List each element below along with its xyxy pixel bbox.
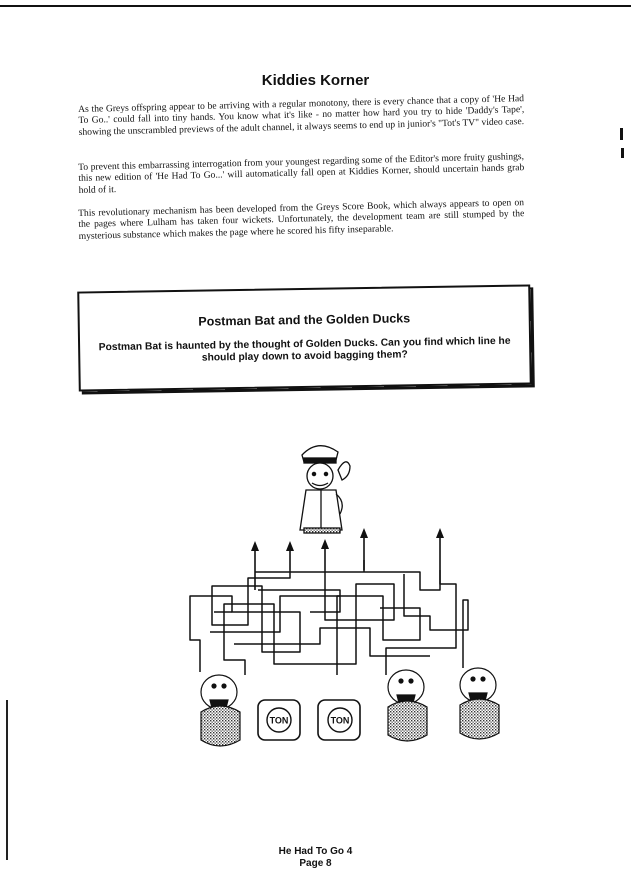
maze-arrows: [255, 535, 440, 590]
ton-badge-2: [318, 700, 360, 740]
footer-page-number: Page 8: [299, 858, 332, 869]
ton-label: TON: [269, 715, 289, 726]
postman-bat-figure: [300, 446, 350, 533]
puzzle-question: Postman Bat is haunted by the thought of Golden Ducks. Can you find which line he should play down to avoid bagging them?: [98, 335, 511, 364]
page-heading: Kiddies Korner: [261, 72, 370, 89]
intro-paragraph: As the Greys offspring appear to be arriving with a regular monotony, there is every chance that a copy of 'He Had To Go..' could fall into tiny hands. You know what it's like - no matter how hard you try to hide 'Daddy's Tape', showing the unscrambled previews of the adult channel, it always seems to end up in junior's "Tot's TV" video case.: [78, 93, 525, 138]
body-paragraph: This revolutionary mechanism has been developed from the Greys Score Book, which always appears to open on the pages where Lulham has taken four wickets. Unfortunately, the development team are still stumped by the mysterious substance which makes the page where he scored his fifty inseparable.: [78, 197, 525, 242]
golden-duck-2: [388, 670, 427, 741]
puzzle-title: Postman Bat and the Golden Ducks: [198, 311, 411, 329]
golden-duck-3: [460, 668, 499, 739]
footer-publication: He Had To Go 4: [278, 846, 353, 857]
golden-duck-1: [201, 675, 240, 746]
ton-label: TON: [330, 715, 350, 726]
ton-badge-1: [258, 700, 300, 740]
maze-tangle: [190, 560, 468, 675]
body-paragraph: To prevent this embarrassing interrogation from your youngest regarding some of the Editor's more fruity gushings, this new edition of 'He Had To Go...' will automatically fall open at Kiddies Korner, should uncertain hands grab hold of it.: [78, 151, 525, 196]
